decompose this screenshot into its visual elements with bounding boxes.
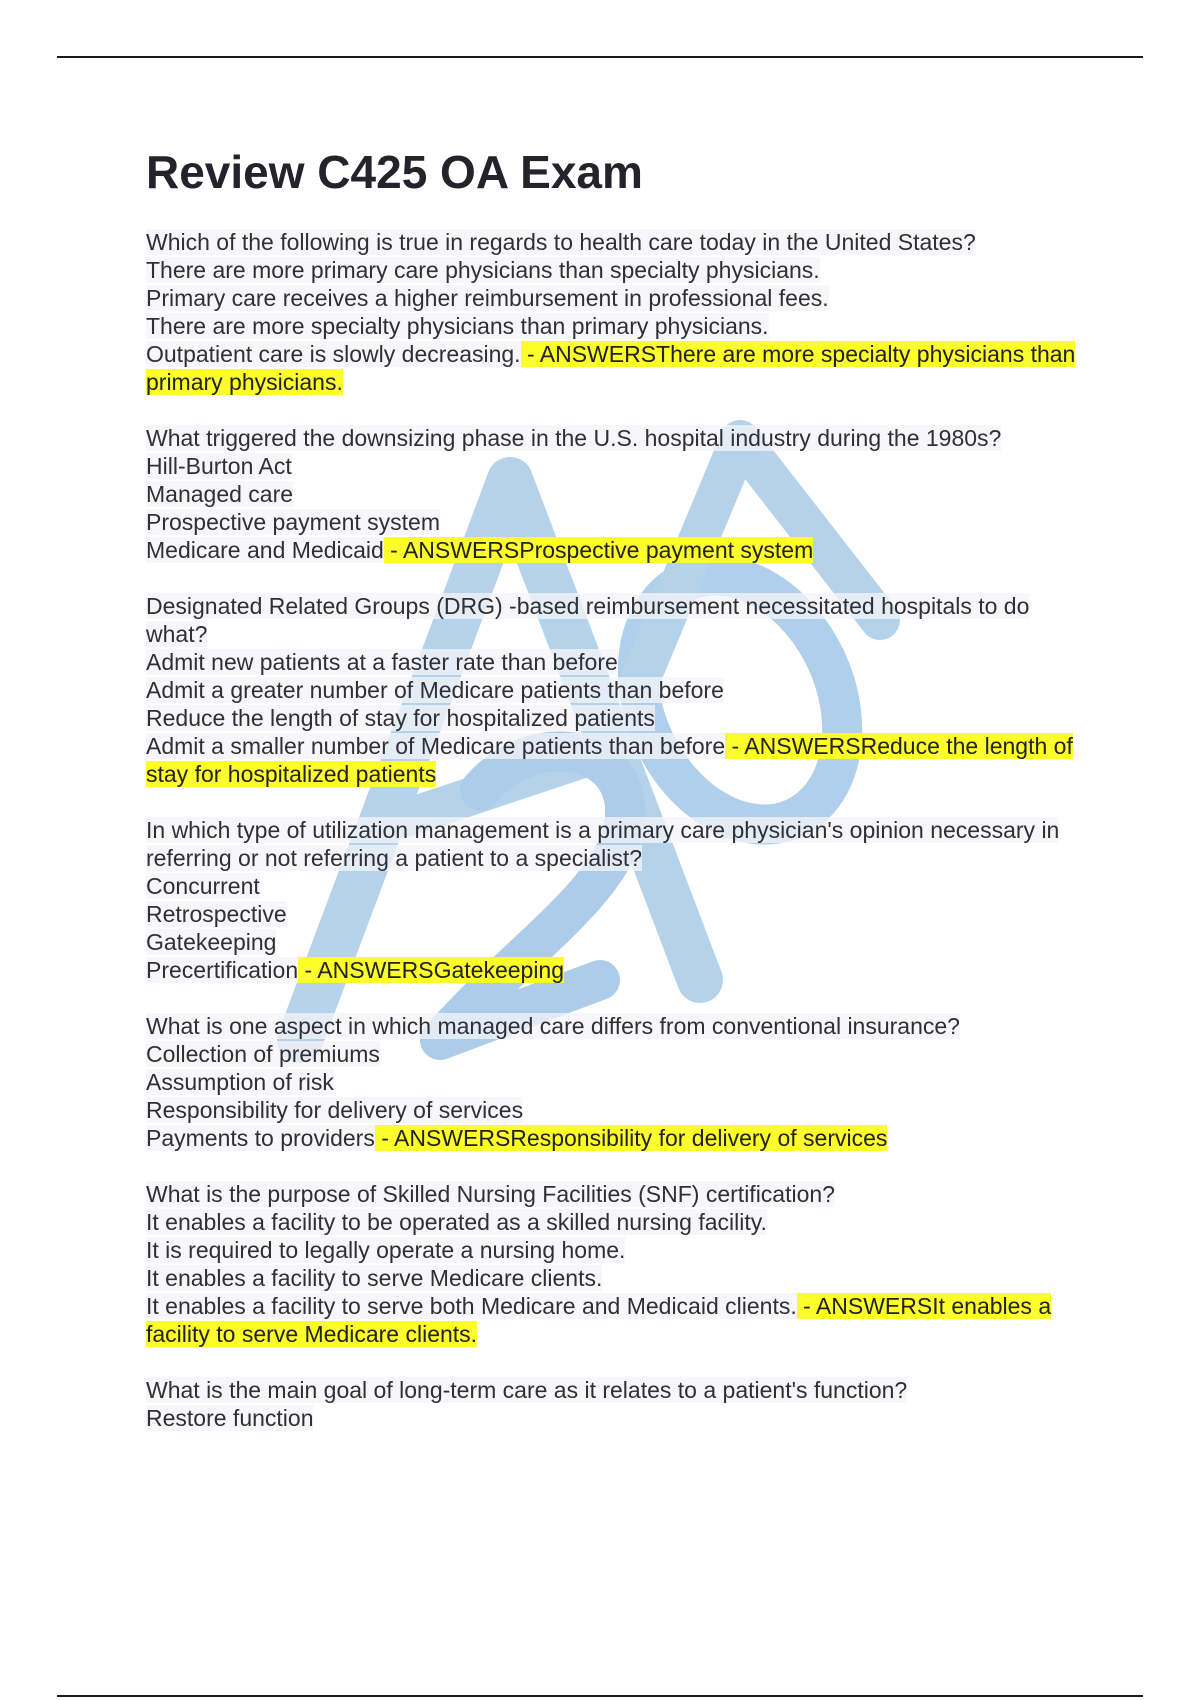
- highlighted-answer: - ANSWERSThere are more specialty physicians than primary physicians.: [146, 341, 1076, 395]
- answer-option: Gatekeeping: [146, 929, 277, 955]
- document-body: [146, 142, 1096, 1460]
- highlighted-answer: - ANSWERSIt enables a facility to serve Medicare clients.: [146, 1293, 1052, 1347]
- answer-option: Concurrent: [146, 873, 260, 899]
- highlighted-answer: - ANSWERSGatekeeping: [298, 957, 565, 983]
- question-text: What is the main goal of long-term care as it relates to a patient's function?: [146, 1377, 908, 1403]
- question-block: [146, 592, 1096, 788]
- answer-option: Primary care receives a higher reimbursement in professional fees.: [146, 285, 829, 311]
- answer-option: Precertification: [146, 957, 299, 983]
- answer-option: Managed care: [146, 481, 294, 507]
- answer-option: Admit a greater number of Medicare patients than before: [146, 677, 724, 703]
- answer-option: Admit a smaller number of Medicare patients than before: [146, 733, 726, 759]
- answer-option: Medicare and Medicaid: [146, 537, 384, 563]
- question-text: What triggered the downsizing phase in the U.S. hospital industry during the 1980s?: [146, 425, 1002, 451]
- question-text: In which type of utilization management is a primary care physician's opinion necessary in referring or not referring a patient to a specialist?: [146, 817, 1060, 871]
- highlighted-answer: - ANSWERSProspective payment system: [383, 537, 814, 563]
- answer-option: Restore function: [146, 1405, 314, 1431]
- question-block: [146, 1376, 1096, 1432]
- answer-option: It enables a facility to be operated as a skilled nursing facility.: [146, 1209, 767, 1235]
- answer-option: Outpatient care is slowly decreasing.: [146, 341, 521, 367]
- highlighted-answer: - ANSWERSReduce the length of stay for hospitalized patients: [146, 733, 1073, 787]
- top-rule: [57, 56, 1143, 58]
- answer-option: Payments to providers: [146, 1125, 375, 1151]
- answer-option: It enables a facility to serve both Medicare and Medicaid clients.: [146, 1293, 797, 1319]
- bottom-rule: [57, 1695, 1143, 1697]
- question-text: Designated Related Groups (DRG) -based reimbursement necessitated hospitals to do what?: [146, 593, 1030, 647]
- question-block: [146, 1180, 1096, 1348]
- question-text: What is the purpose of Skilled Nursing Facilities (SNF) certification?: [146, 1181, 835, 1207]
- answer-option: Admit new patients at a faster rate than before: [146, 649, 618, 675]
- answer-option: Retrospective: [146, 901, 287, 927]
- answer-option: It is required to legally operate a nursing home.: [146, 1237, 626, 1263]
- answer-option: Collection of premiums: [146, 1041, 380, 1067]
- answer-option: There are more specialty physicians than primary physicians.: [146, 313, 769, 339]
- answer-option: Reduce the length of stay for hospitalized patients: [146, 705, 655, 731]
- answer-option: There are more primary care physicians than specialty physicians.: [146, 257, 820, 283]
- document-title: Review C425 OA Exam: [146, 146, 643, 198]
- highlighted-answer: - ANSWERSResponsibility for delivery of services: [374, 1125, 888, 1151]
- answer-option: Prospective payment system: [146, 509, 441, 535]
- answer-option: Hill-Burton Act: [146, 453, 292, 479]
- question-block: [146, 1012, 1096, 1152]
- question-text: What is one aspect in which managed care differs from conventional insurance?: [146, 1013, 960, 1039]
- question-list: [146, 228, 1096, 1432]
- question-block: [146, 424, 1096, 564]
- question-block: [146, 816, 1096, 984]
- answer-option: Assumption of risk: [146, 1069, 334, 1095]
- question-text: Which of the following is true in regards to health care today in the United States?: [146, 229, 976, 255]
- question-block: [146, 228, 1096, 396]
- answer-option: It enables a facility to serve Medicare clients.: [146, 1265, 603, 1291]
- answer-option: Responsibility for delivery of services: [146, 1097, 524, 1123]
